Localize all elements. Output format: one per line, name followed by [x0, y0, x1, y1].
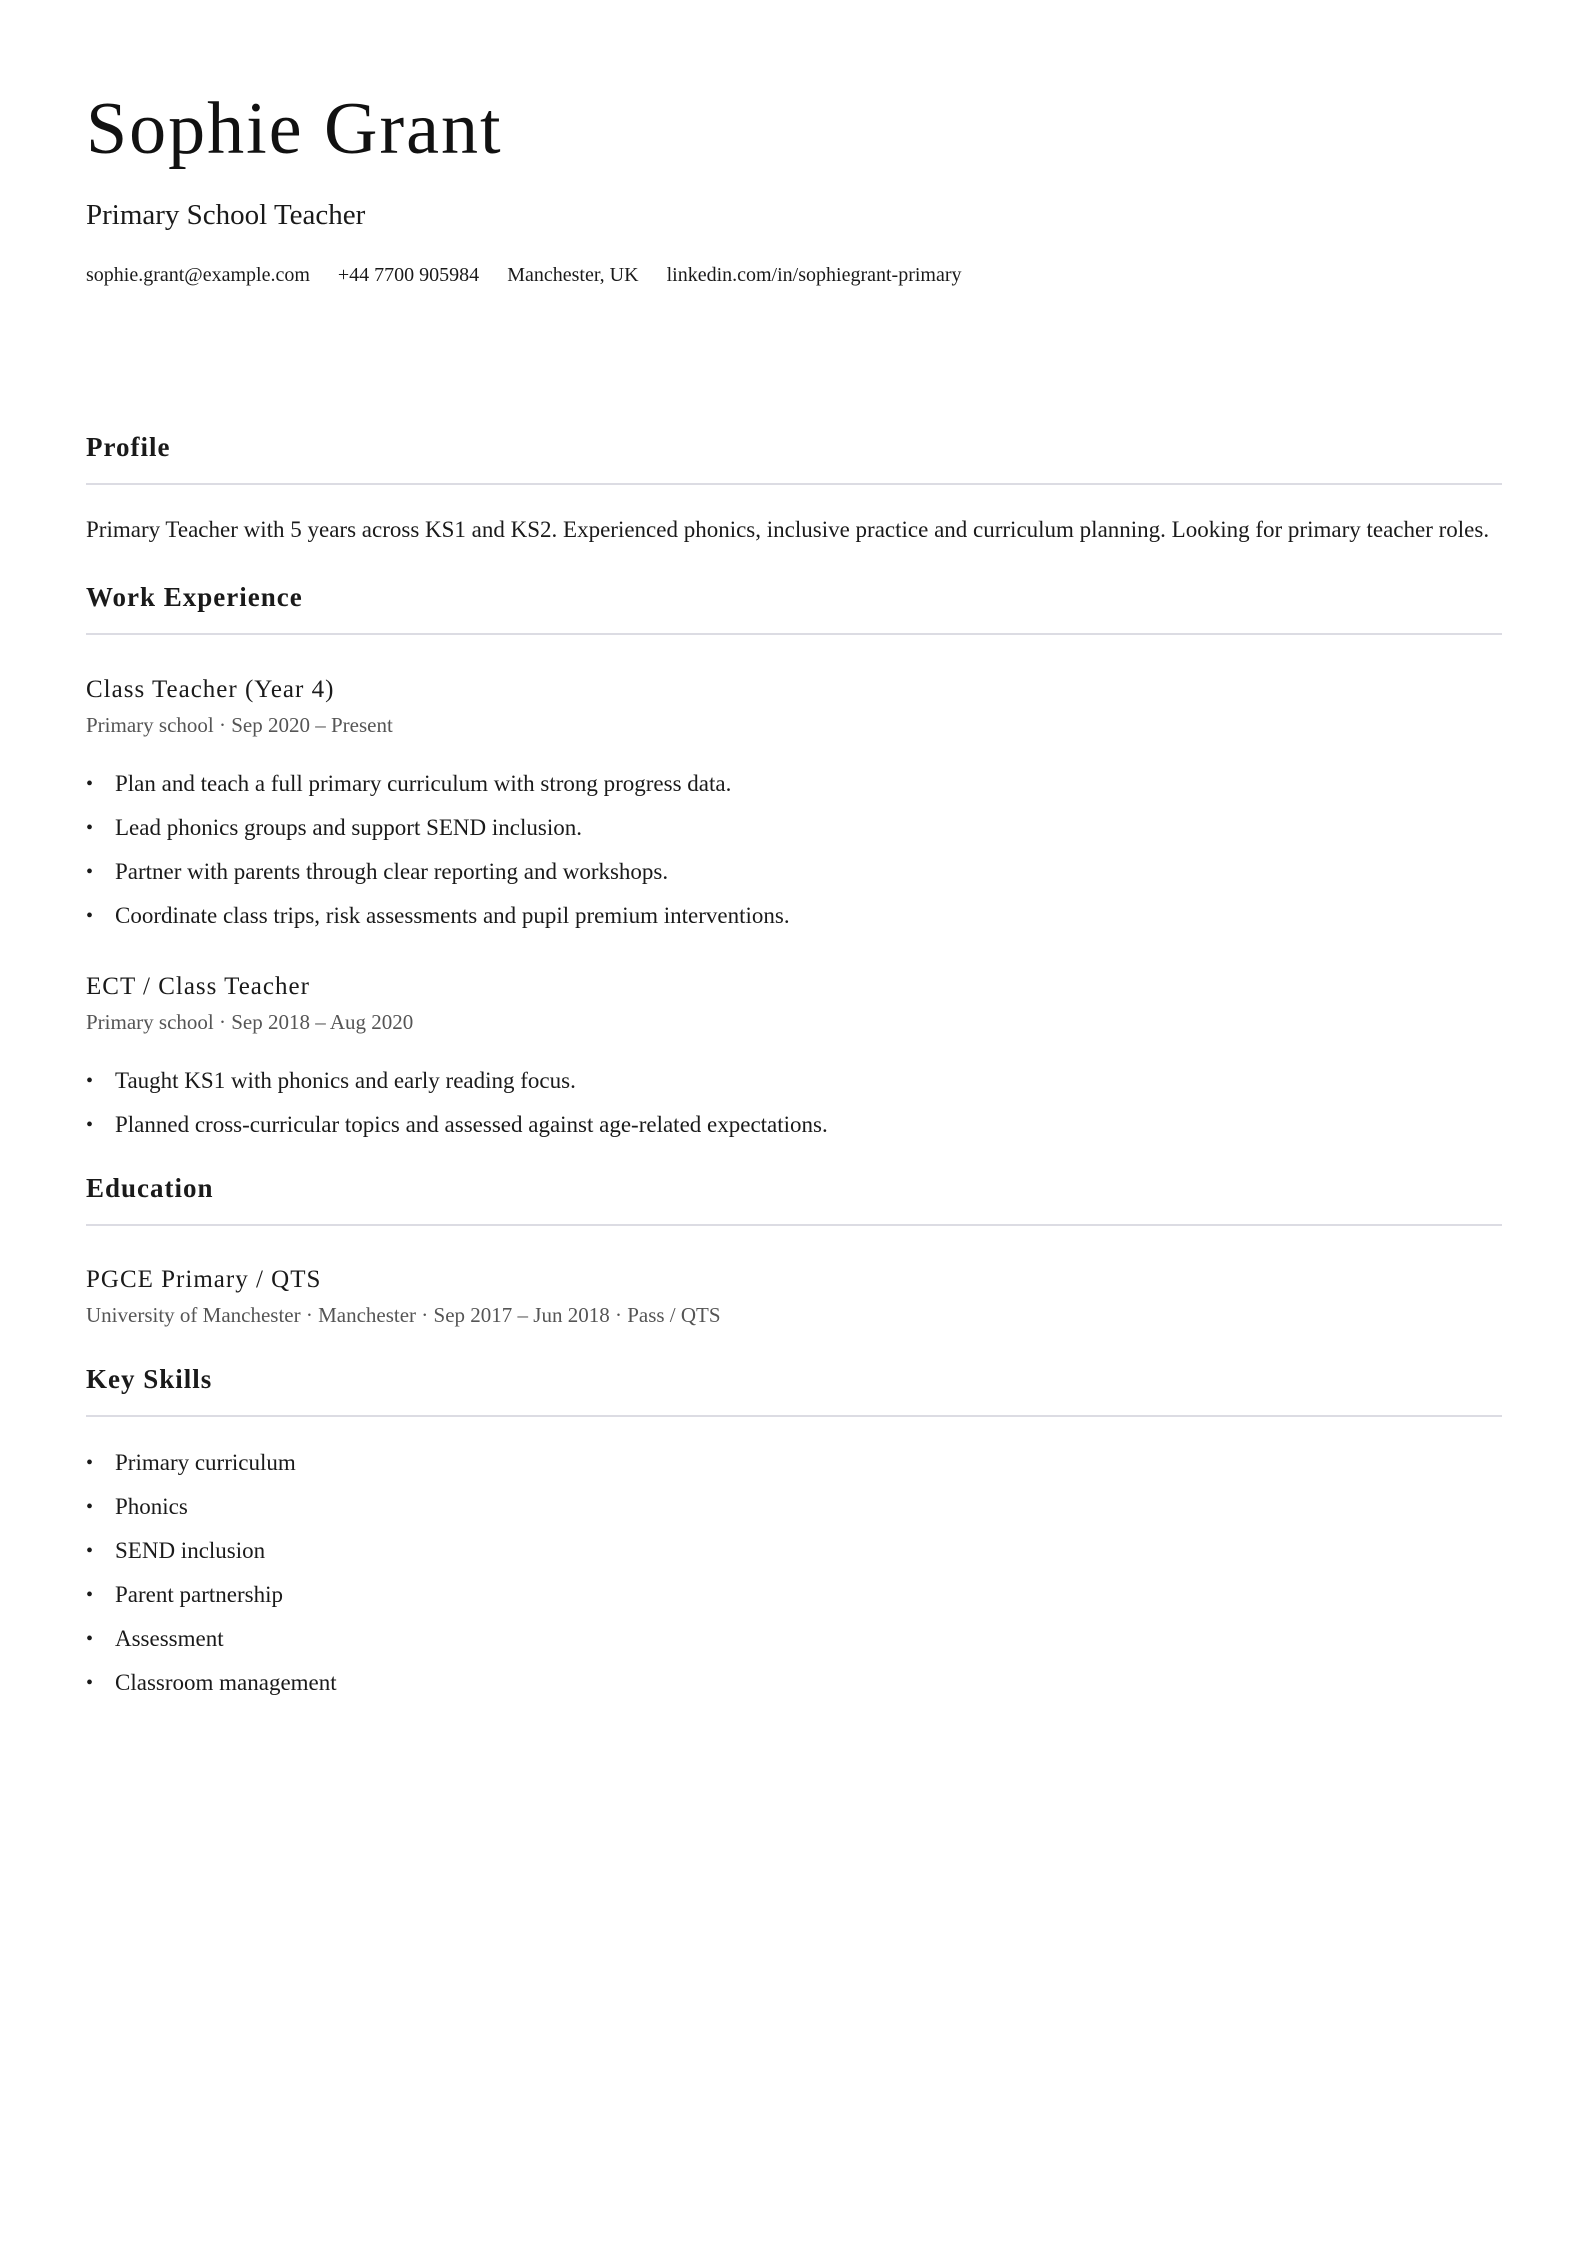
list-item [86, 1059, 1502, 1103]
job-meta: Primary school · Sep 2018 – Aug 2020 [86, 1009, 414, 1034]
bullet-text: Coordinate class trips, risk assessments and pupil premium interventions. [115, 902, 790, 928]
list-item [86, 806, 1502, 850]
list-item [86, 850, 1502, 894]
list-item [86, 1661, 1502, 1705]
skill-text: SEND inclusion [115, 1537, 266, 1563]
job-title: ECT / Class Teacher [86, 972, 310, 1000]
section-title-profile: Profile [86, 434, 1502, 485]
contact-phone: +44 7700 905984 [337, 263, 480, 286]
skill-text: Phonics [115, 1493, 188, 1519]
job-title: Class Teacher (Year 4) [86, 675, 335, 703]
contact-location: Manchester, UK [507, 263, 639, 286]
section-title-work-experience: Work Experience [86, 584, 1502, 635]
education-entry [86, 1267, 1502, 1326]
list-item [86, 1529, 1502, 1573]
list-item [86, 1485, 1502, 1529]
bullet-icon: • [86, 1671, 94, 1694]
skill-text: Classroom management [115, 1669, 337, 1695]
bullet-icon: • [86, 1627, 94, 1650]
list-item [86, 1573, 1502, 1617]
candidate-headline: Primary School Teacher [86, 199, 366, 231]
bullet-text: Planned cross-curricular topics and assessed against age-related expectations. [115, 1111, 828, 1137]
profile-summary: Primary Teacher with 5 years across KS1 and KS2. Experienced phonics, inclusive practice and curriculum planning. Looking for primary teacher roles. [86, 516, 1490, 542]
bullet-icon: • [86, 816, 94, 839]
job-meta: Primary school · Sep 2020 – Present [86, 712, 393, 737]
bullet-text: Lead phonics groups and support SEND inclusion. [115, 814, 582, 840]
list-item [86, 1441, 1502, 1485]
job-bullets [86, 762, 1502, 938]
education-section [86, 1172, 1502, 1327]
bullet-text: Plan and teach a full primary curriculum with strong progress data. [115, 770, 732, 796]
bullet-icon: • [86, 1583, 94, 1606]
resume-header [86, 88, 1502, 287]
bullet-icon: • [86, 904, 94, 927]
degree-meta: University of Manchester · Manchester · Sep 2017 – Jun 2018 · Pass / QTS [86, 1302, 721, 1327]
list-item [86, 1617, 1502, 1661]
skill-text: Primary curriculum [115, 1449, 296, 1475]
list-item [86, 762, 1502, 806]
bullet-icon: • [86, 1539, 94, 1562]
work-experience-section [86, 581, 1502, 1147]
degree-title: PGCE Primary / QTS [86, 1265, 322, 1293]
bullet-icon: • [86, 772, 94, 795]
job-bullets [86, 1059, 1502, 1147]
list-item [86, 1103, 1502, 1147]
bullet-icon: • [86, 1113, 94, 1136]
skill-text: Parent partnership [115, 1581, 283, 1607]
job-entry [86, 677, 1502, 938]
bullet-text: Taught KS1 with phonics and early reading focus. [115, 1067, 576, 1093]
profile-section [86, 431, 1502, 548]
section-title-key-skills: Key Skills [86, 1366, 1502, 1417]
bullet-icon: • [86, 1451, 94, 1474]
bullet-icon: • [86, 1495, 94, 1518]
candidate-name: Sophie Grant [86, 88, 503, 170]
key-skills-section [86, 1363, 1502, 1705]
skill-text: Assessment [115, 1625, 224, 1651]
contact-line [86, 264, 1502, 287]
contact-linkedin: linkedin.com/in/sophiegrant-primary [666, 263, 962, 286]
bullet-icon: • [86, 860, 94, 883]
bullet-text: Partner with parents through clear reporting and workshops. [115, 858, 669, 884]
section-title-education: Education [86, 1175, 1502, 1226]
job-entry [86, 974, 1502, 1147]
contact-email: sophie.grant@example.com [86, 263, 310, 286]
bullet-icon: • [86, 1069, 94, 1092]
list-item [86, 894, 1502, 938]
skills-list [86, 1441, 1502, 1705]
